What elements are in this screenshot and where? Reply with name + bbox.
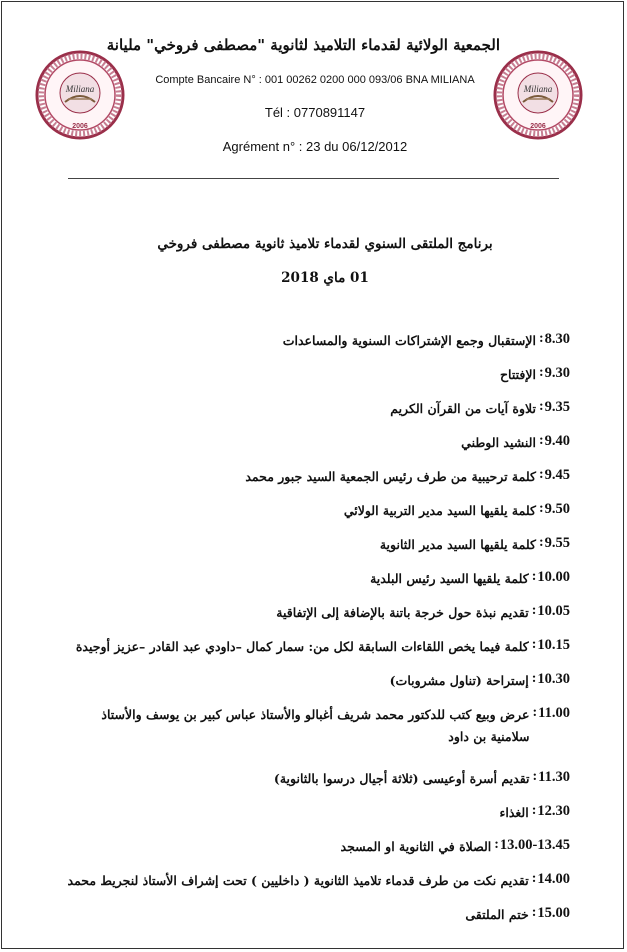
schedule-item: 9.55 : كلمة يلقيها السيد مدير الثانوية <box>60 534 570 568</box>
schedule-item: 9.40 : النشيد الوطني <box>60 432 570 466</box>
schedule-item: 9.50 : كلمة يلقيها السيد مدير التربية الولائي <box>60 500 570 534</box>
schedule-item: 12.30 : الغذاء <box>60 802 570 836</box>
schedule-activity: الغذاء <box>499 805 529 820</box>
schedule-time: 9.55 <box>544 535 570 551</box>
schedule-activity: تلاوة آيات من القرآن الكريم <box>390 401 536 416</box>
schedule-activity: تقديم أسرة أوعيسى (ثلاثة أجيال درسوا بالثانوية) <box>273 771 530 786</box>
schedule-time: 10.30 <box>537 671 570 687</box>
schedule-time: 12.30 <box>537 803 570 819</box>
schedule-time: 9.50 <box>544 501 570 517</box>
schedule-item: 10.15 : كلمة فيما يخص اللقاءات السابقة لكل من: سمار كمال –داودي عبد القادر –عزيز أوجيدة <box>60 636 570 670</box>
bank-account: Compte Bancaire N° : 001 00262 0200 000 093/06 BNA MILIANA <box>155 74 475 86</box>
logo-text: Miliana <box>65 84 95 94</box>
logo-year: 2006 <box>72 123 88 130</box>
schedule-time: 11.30 <box>538 769 570 785</box>
schedule-item: 9.35 : تلاوة آيات من القرآن الكريم <box>60 398 570 432</box>
schedule-activity: الإفتتاح <box>499 367 536 382</box>
schedule-time: 9.30 <box>544 365 570 381</box>
schedule-time: 15.00 <box>537 905 570 921</box>
program-date: 01 ماي 2018 <box>281 270 369 286</box>
schedule-time: 10.00 <box>537 569 570 585</box>
association-name: الجمعية الولائية لقدماء التلاميذ لثانوية "مصطفى فروخي" مليانة <box>106 36 500 54</box>
schedule-activity: كلمة يلقيها السيد رئيس البلدية <box>370 571 529 586</box>
schedule-item: 11.30 : تقديم أسرة أوعيسى (ثلاثة أجيال درسوا بالثانوية) <box>60 768 570 802</box>
schedule-activity: كلمة ترحيبية من طرف رئيس الجمعية السيد جبور محمد <box>245 469 536 484</box>
schedule-activity: النشيد الوطني <box>461 435 536 450</box>
schedule-item: 9.45 : كلمة ترحيبية من طرف رئيس الجمعية السيد جبور محمد <box>60 466 570 500</box>
schedule-activity: الإستقبال وجمع الإشتراكات السنوية والمساعدات <box>282 333 536 348</box>
schedule-time: 9.45 <box>544 467 570 483</box>
schedule-activity: كلمة يلقيها السيد مدير الثانوية <box>379 537 536 552</box>
schedule-activity: كلمة يلقيها السيد مدير التربية الولائي <box>343 503 536 518</box>
schedule-activity: إستراحة (تناول مشروبات) <box>389 673 529 688</box>
schedule-time: 10.05 <box>537 603 570 619</box>
schedule-activity: تقديم نكت من طرف قدماء تلاميذ الثانوية ( داخليين ) تحت إشراف الأستاذ لنجريط محمد <box>67 873 529 888</box>
schedule-time: 11.00 <box>538 705 570 721</box>
schedule-time: 10.15 <box>537 637 570 653</box>
header-divider <box>68 178 559 179</box>
logo-text: Miliana <box>523 84 553 94</box>
schedule-item: 15.00 : ختم الملتقى <box>60 904 570 938</box>
schedule-item: 10.30 : إستراحة (تناول مشروبات) <box>60 670 570 704</box>
phone-number: Tél : 0770891147 <box>264 105 366 120</box>
agrement-number: Agrément n° : 23 du 06/12/2012 <box>222 139 408 154</box>
schedule-item: 9.30 : الإفتتاح <box>60 364 570 398</box>
association-seal-left <box>35 50 125 140</box>
schedule-item: 13.00-13.45 : الصلاة في الثانوية او المسجد <box>60 836 570 870</box>
association-seal-right <box>493 50 583 140</box>
program-schedule <box>60 330 570 938</box>
logo-year: 2006 <box>530 123 546 130</box>
schedule-activity: تقديم نبذة حول خرجة باتنة بالإضافة إلى الإتفاقية <box>276 605 529 620</box>
schedule-activity: الصلاة في الثانوية او المسجد <box>340 839 492 854</box>
schedule-item: 11.00 : عرض وبيع كتب للدكتور محمد شريف أغبالو والأستاذ عباس كبير بن يوسف والأستاذ سلامنية بن داود <box>60 704 570 768</box>
schedule-item: 10.00 : كلمة يلقيها السيد رئيس البلدية <box>60 568 570 602</box>
schedule-time: 13.00-13.45 <box>499 837 570 853</box>
schedule-time: 14.00 <box>537 871 570 887</box>
schedule-time: 8.30 <box>544 331 570 347</box>
schedule-item: 8.30 : الإستقبال وجمع الإشتراكات السنوية والمساعدات <box>60 330 570 364</box>
program-title: برنامج الملتقى السنوي لقدماء تلاميذ ثانوية مصطفى فروخي <box>157 236 493 252</box>
schedule-item: 10.05 : تقديم نبذة حول خرجة باتنة بالإضافة إلى الإتفاقية <box>60 602 570 636</box>
schedule-activity: ختم الملتقى <box>465 907 529 922</box>
schedule-activity: كلمة فيما يخص اللقاءات السابقة لكل من: سمار كمال –داودي عبد القادر –عزيز أوجيدة <box>75 639 529 654</box>
schedule-activity: عرض وبيع كتب للدكتور محمد شريف أغبالو والأستاذ عباس كبير بن يوسف والأستاذ سلامنية بن داود <box>101 707 530 744</box>
schedule-time: 9.35 <box>544 399 570 415</box>
schedule-time: 9.40 <box>544 433 570 449</box>
schedule-item: 14.00 : تقديم نكت من طرف قدماء تلاميذ الثانوية ( داخليين ) تحت إشراف الأستاذ لنجريط محمد <box>60 870 570 904</box>
